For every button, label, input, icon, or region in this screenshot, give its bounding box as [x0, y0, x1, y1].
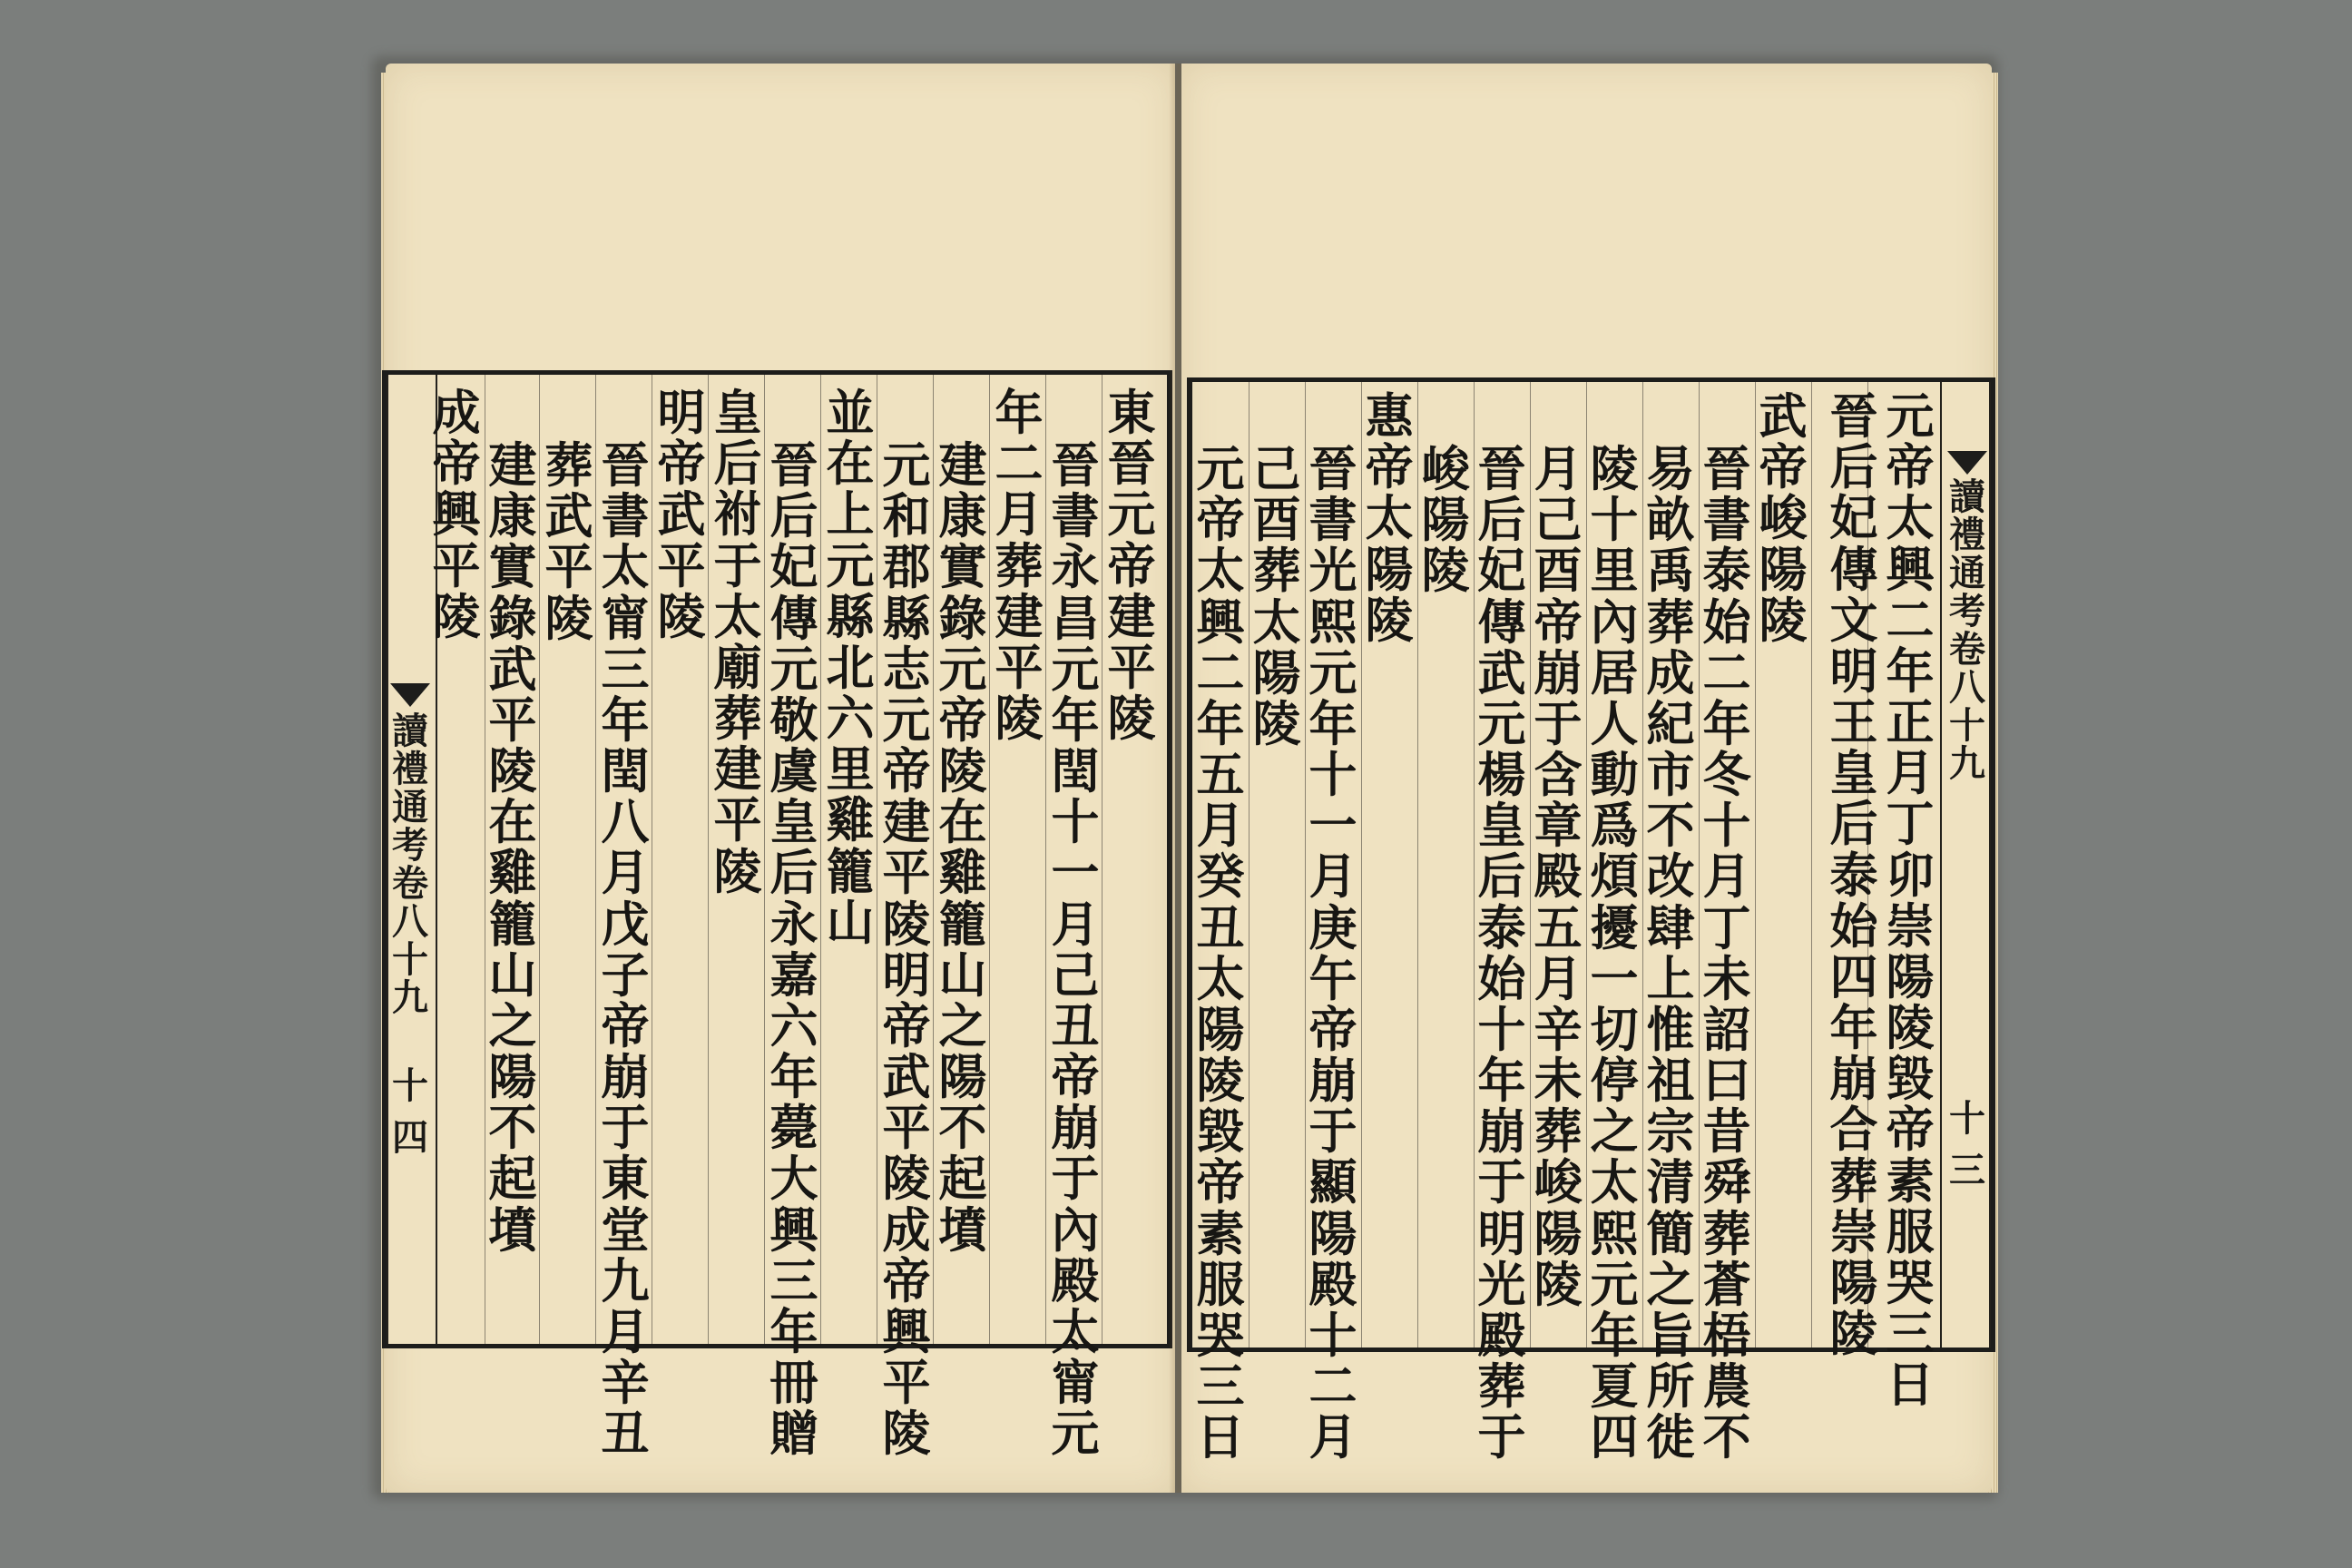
text-column: 晉書泰始二年冬十月丁未詔曰昔舜葬蒼梧農不: [1702, 441, 1751, 1466]
text-column: 晉后妃傳元敬虞皇后永嘉六年薨大興三年冊贈: [769, 437, 818, 1463]
right-page: [1181, 64, 1992, 1493]
text-column: 葬武平陵: [544, 437, 593, 647]
text-column: 陵十里內居人動爲煩擾一切停之太熙元年夏四: [1590, 441, 1639, 1466]
text-column: 元帝太興二年正月丁卯崇陽陵毀帝素服哭三日: [1886, 388, 1935, 1414]
text-column: 月己酉帝崩于含章殿五月辛未葬峻陽陵: [1534, 441, 1583, 1313]
left-band-page-number: 十四: [392, 1064, 428, 1159]
text-column: 惠帝太陽陵: [1365, 388, 1414, 649]
text-column: 晉書太甯三年閏八月戊子帝崩于東堂九月辛丑: [601, 437, 650, 1463]
fish-tail-mark: [390, 683, 430, 707]
text-column: 元帝太興二年五月癸丑太陽陵毀帝素服哭三日: [1196, 441, 1245, 1466]
text-column: 晉書永昌元年閏十一月己丑帝崩于內殿太甯元: [1051, 437, 1100, 1463]
right-band-title: 讀禮通考卷八十九: [1949, 475, 1985, 785]
left-band-title: 讀禮通考卷八十九: [392, 710, 428, 1019]
left-page: [386, 64, 1175, 1493]
text-column: 成帝興平陵: [432, 385, 481, 645]
text-column: 元和郡縣志元帝建平陵明帝武平陵成帝興平陵: [882, 437, 931, 1463]
text-column: 年二月葬建平陵: [995, 385, 1044, 748]
text-column: 並在上元縣北六里雞籠山: [826, 385, 875, 951]
right-print-frame: [1187, 377, 1995, 1466]
text-column: 東晉元帝建平陵: [1107, 385, 1156, 748]
text-column: 晉后妃傳文明王皇后泰始四年崩合葬崇陽陵: [1829, 388, 1878, 1363]
fish-tail-mark: [1947, 451, 1987, 475]
text-column: 建康實錄元帝陵在雞籠山之陽不起墳: [938, 437, 987, 1259]
text-column: 皇后祔于太廟葬建平陵: [713, 385, 762, 900]
text-column: 易畝禹葬成紀市不改肆上惟祖宗清簡之旨所徙: [1646, 441, 1695, 1466]
text-column: 晉書光熙元年十一月庚午帝崩于顯陽殿十二月: [1308, 441, 1357, 1466]
text-column: 峻陽陵: [1421, 441, 1470, 600]
left-print-frame: [382, 370, 1172, 1463]
text-column: 明帝武平陵: [657, 385, 706, 645]
right-band-page-number: 十三: [1949, 1097, 1985, 1191]
text-column: 武帝峻陽陵: [1759, 388, 1808, 649]
text-column: 己酉葬太陽陵: [1252, 441, 1301, 752]
text-column: 晉后妃傳武元楊皇后泰始十年崩于明光殿葬于: [1477, 441, 1526, 1466]
column-rule: [1811, 382, 1812, 1348]
text-column: 建康實錄武平陵在雞籠山之陽不起墳: [488, 437, 537, 1259]
